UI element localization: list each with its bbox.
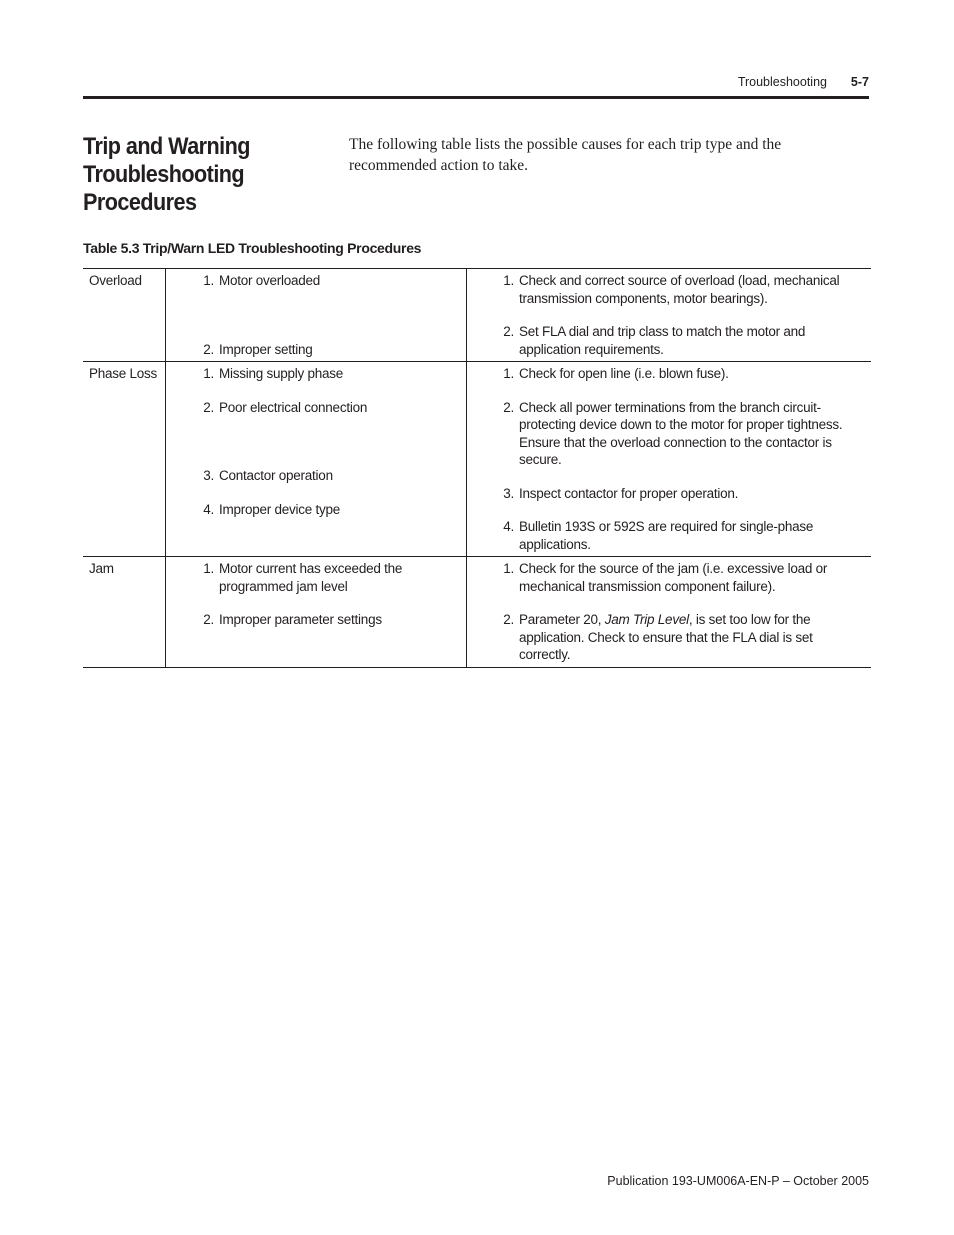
action-number: 4. — [503, 519, 514, 534]
cause-number: 2. — [203, 399, 214, 415]
action-text-part: Parameter 20, — [519, 612, 605, 627]
action-number: 1. — [503, 366, 514, 381]
causes-cell — [166, 269, 467, 362]
cause-text: Improper parameter settings — [219, 612, 382, 627]
table-row — [83, 269, 871, 362]
troubleshooting-table — [83, 268, 871, 668]
action-item — [467, 485, 871, 503]
action-text: Check for the source of the jam (i.e. excessive load or mechanical transmission component failure). — [519, 561, 828, 594]
action-text: Set FLA dial and trip class to match the motor and application requirements. — [519, 324, 806, 357]
intro-paragraph: The following table lists the possible causes for each trip type and the recommended action to take. — [349, 136, 782, 174]
action-number: 2. — [503, 324, 514, 339]
action-text: Bulletin 193S or 592S are required for single-phase applications. — [519, 519, 814, 552]
trip-type: Jam — [89, 561, 114, 576]
cause-item — [166, 399, 466, 417]
running-header-section: Troubleshooting — [737, 75, 827, 89]
cause-item — [166, 365, 466, 383]
cause-text: Motor current has exceeded the programmed jam level — [219, 561, 403, 594]
action-text-part: , is set too low for the application. Check to ensure that the FLA dial is set correctly. — [519, 612, 813, 662]
cause-text: Poor electrical connection — [219, 399, 368, 415]
action-number: 2. — [503, 399, 514, 415]
actions-cell — [467, 557, 872, 668]
cause-item — [166, 501, 466, 519]
cause-item — [166, 611, 466, 629]
action-item — [467, 272, 871, 307]
cause-text: Contactor operation — [219, 468, 333, 483]
action-item — [467, 611, 871, 664]
action-number: 1. — [503, 273, 514, 288]
table-caption: Table 5.3 Trip/Warn LED Troubleshooting Procedures — [83, 240, 422, 256]
action-item — [467, 518, 871, 553]
page-number: 5-7 — [850, 75, 869, 89]
cause-item — [166, 341, 466, 359]
action-item — [467, 365, 871, 383]
action-text: Check all power terminations from the branch circuit-protecting device down to the motor for proper tightness. Ensure that the overload connection to the contactor is secure. — [519, 399, 843, 467]
action-item — [467, 323, 871, 358]
publication-footer: Publication 193-UM006A-EN-P – October 2005 — [607, 1174, 869, 1188]
cause-text: Motor overloaded — [219, 273, 321, 288]
action-item — [467, 560, 871, 595]
action-text — [519, 611, 871, 664]
table-row — [83, 362, 871, 557]
cause-text: Missing supply phase — [219, 366, 344, 381]
cause-number: 1. — [203, 561, 214, 576]
cause-item — [166, 560, 466, 595]
action-number: 3. — [503, 485, 514, 501]
table-row — [83, 557, 871, 668]
action-text: Inspect contactor for proper operation. — [519, 485, 739, 501]
actions-cell — [467, 362, 872, 557]
action-item — [467, 399, 871, 469]
running-header — [0, 75, 869, 93]
cause-number: 1. — [203, 366, 214, 381]
cause-text: Improper device type — [219, 501, 341, 517]
action-text: Check and correct source of overload (load, mechanical transmission components, motor bearings). — [519, 273, 840, 306]
action-number: 2. — [503, 612, 514, 627]
trip-type: Phase Loss — [89, 366, 158, 381]
parameter-name: Jam Trip Level — [604, 612, 689, 627]
actions-cell — [467, 269, 872, 362]
cause-number: 3. — [203, 468, 214, 483]
cause-number: 2. — [203, 341, 214, 357]
header-rule — [83, 96, 869, 99]
section-title: Trip and Warning Troubleshooting Procedures — [83, 133, 250, 216]
cause-number: 4. — [203, 501, 214, 517]
causes-cell — [166, 557, 467, 668]
action-number: 1. — [503, 561, 514, 576]
cause-number: 1. — [203, 273, 214, 288]
causes-cell — [166, 362, 467, 557]
cause-number: 2. — [203, 612, 214, 627]
action-text: Check for open line (i.e. blown fuse). — [519, 366, 729, 381]
cause-item — [166, 467, 466, 485]
cause-item — [166, 272, 466, 290]
cause-text: Improper setting — [219, 341, 313, 357]
trip-type: Overload — [89, 273, 142, 288]
